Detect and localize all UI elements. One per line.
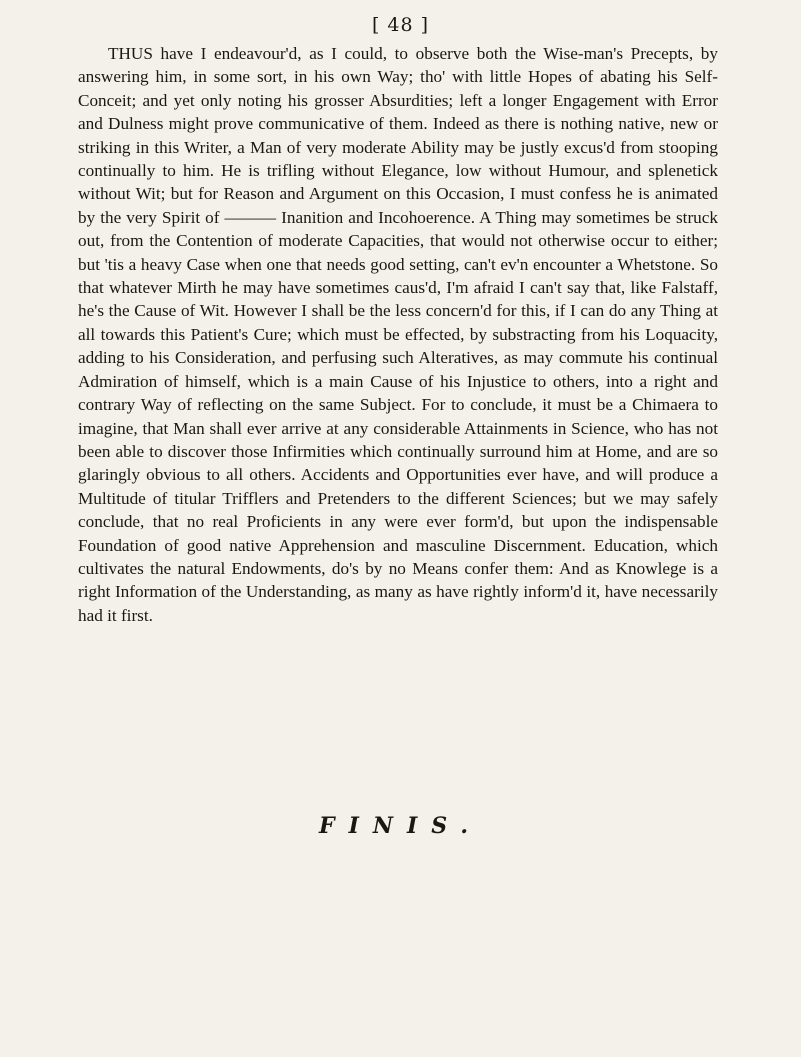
page-number: [ 48 ]	[371, 14, 430, 36]
body-paragraph: THUS have I endeavour'd, as I could, to observe both the Wise-man's Precepts, by answering him, in some sort, in his own Way; tho' with little Hopes of abating his Self-Conceit; and yet only noting his grosser Absurdities; left a longer Engagement with Error and Dulness might prove communicative of them. Indeed as there is nothing native, new or striking in this Writer, a Man of very moderate Ability may be justly excus'd from stooping continually to him. He is trifling without Elegance, low without Humour, and splenetick without Wit; but for Reason and Argument on this Occasion, I must confess he is animated by the very Spirit of ——— Inanition and Incohoerence. A Thing may sometimes be struck out, from the Contention of moderate Capacities, that would not otherwise occur to either; but 'tis a heavy Case when one that needs good setting, can't ev'n encounter a Whetstone. So that whatever Mirth he may have sometimes caus'd, I'm afraid I can't say that, like Falstaff, he's the Cause of Wit. However I shall be the less concern'd for this, if I can do any Thing at all towards this Patient's Cure; which must be effected, by substracting from his Loquacity, adding to his Consideration, and perfusing such Alteratives, as may commute his continual Admiration of himself, which is a main Cause of his Injustice to others, into a right and contrary Way of reflecting on the same Subject. For to conclude, it must be a Chimaera to imagine, that Man shall ever arrive at any considerable Attainments in Science, who has not been able to discover those Infirmities which continually surround him at Home, and are so glaringly obvious to all others. Accidents and Opportunities ever have, and will produce a Multitude of titular Trifflers and Pretenders to the different Sciences; but we may safely conclude, that no real Proficients in any were ever form'd, but upon the indispensable Foundation of good native Apprehension and masculine Discernment. Education, which cultivates the natural Endowments, do's by no Means confer them: And as Knowlege is a right Information of the Understanding, as many as have rightly inform'd it, have necessarily had it first.	[78, 44, 718, 625]
finis-mark: FINIS.	[318, 813, 483, 839]
